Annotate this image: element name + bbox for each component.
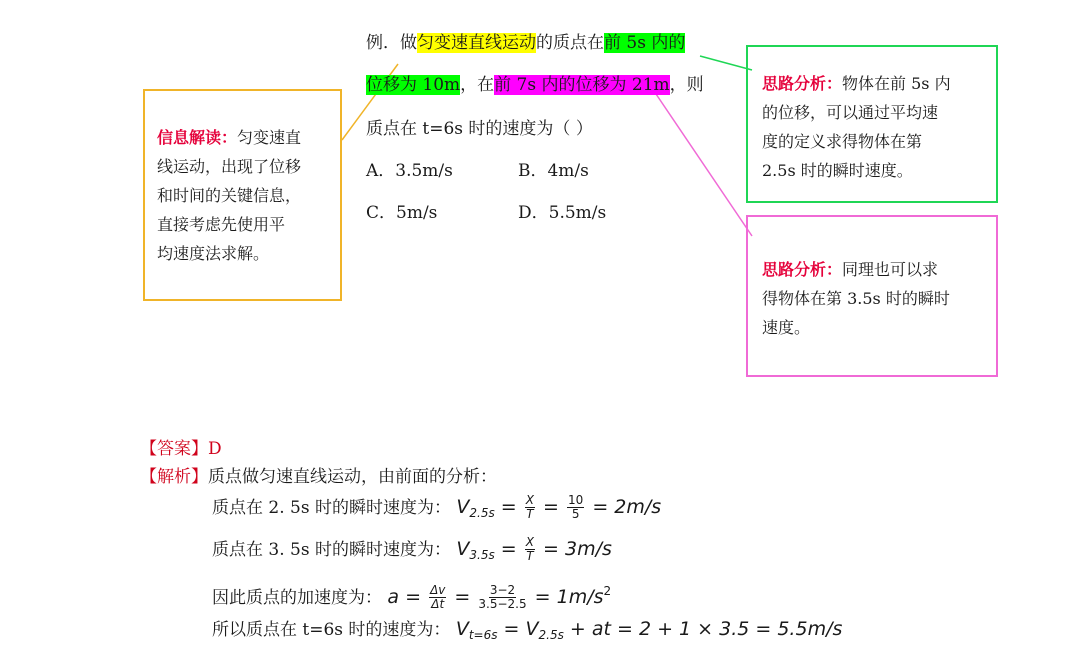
question-text: 的质点在 — [536, 33, 604, 53]
answer-label: 【答案】 — [140, 439, 208, 459]
step3-text: 因此质点的加速度为： — [212, 588, 382, 608]
solution-step-4 — [212, 616, 842, 648]
question-line-3: 质点在 t=6s 时的速度为（ ） — [366, 119, 593, 139]
question-text: ，在 — [460, 75, 495, 95]
step4-text: 所以质点在 t=6s 时的速度为： — [212, 620, 451, 640]
info-box-line-2: 线运动，出现了位移 — [157, 157, 302, 176]
step4-equation: $V_{t=6s} = V_{2.5s}$ + at = 2 + 1 × 3.5 = 5.5m/s — [455, 618, 843, 642]
analysis1-line-4: 2.5s 时的瞬时速度。 — [762, 161, 913, 180]
solution-intro-line — [140, 464, 497, 490]
question-prefix: 例．做 — [366, 33, 417, 53]
highlight-uniform-motion: 匀变速直线运动 — [417, 33, 536, 53]
analysis1-line-3: 度的定义求得物体在第 — [762, 132, 923, 151]
analysis1-title: 思路分析： — [762, 74, 843, 93]
solution-step-2 — [212, 536, 612, 568]
highlight-first-5s: 前 5s 内的 — [604, 33, 686, 53]
analysis1-text: 物体在前 5s 内 — [842, 74, 951, 93]
highlight-first-7s: 前 7s 内的位移为 21m — [494, 75, 670, 95]
step2-text: 质点在 3. 5s 时的瞬时速度为： — [212, 540, 451, 560]
info-box-title: 信息解读： — [157, 128, 238, 147]
solution-intro: 质点做匀速直线运动，由前面的分析： — [208, 467, 497, 487]
analysis2-line-1 — [762, 255, 984, 284]
answer-line — [140, 436, 222, 462]
info-box-line-3: 和时间的关键信息， — [157, 186, 302, 205]
solution-step-3 — [212, 578, 611, 611]
option-d: D．5.5m/s — [518, 203, 607, 223]
option-b: B．4m/s — [518, 161, 589, 181]
solution-step-1 — [212, 494, 661, 526]
question-text: ，则 — [669, 75, 704, 95]
info-box-text: 匀变速直 — [237, 128, 302, 147]
option-a: A．3.5m/s — [366, 161, 453, 181]
analysis-box-2 — [746, 215, 998, 377]
analysis1-connector — [700, 56, 752, 70]
step3-equation: a = $\frac{\Delta v}{\Delta t}$ = $\frac{3-2}{3.5-2.5}$ = $1m/s^2$ — [387, 583, 612, 611]
analysis1-line-2: 的位移，可以通过平均速 — [762, 103, 939, 122]
analysis2-connector — [656, 94, 752, 236]
step1-equation: $V_{2.5s}$ = $\frac{X}{T}$ = $\frac{10}{5}$ = 2m/s — [456, 493, 662, 521]
highlight-displacement-10m: 位移为 10m — [366, 75, 461, 95]
analysis2-line-3: 速度。 — [762, 318, 811, 337]
question-line-1 — [366, 28, 685, 58]
step2-equation: $V_{3.5s}$ = $\frac{X}{T}$ = 3m/s — [456, 535, 612, 563]
info-box-line-4: 直接考虑先使用平 — [157, 215, 286, 234]
step1-text: 质点在 2. 5s 时的瞬时速度为： — [212, 498, 451, 518]
analysis2-line-2: 得物体在第 3.5s 时的瞬时 — [762, 289, 950, 308]
question-line-2 — [366, 70, 704, 100]
info-box-line-5: 均速度法求解。 — [157, 244, 270, 263]
analysis2-text: 同理也可以求 — [842, 260, 939, 279]
option-c: C．5m/s — [366, 203, 438, 223]
analysis1-line-1 — [762, 69, 984, 98]
answer-value: D — [208, 439, 222, 459]
analysis-box-1 — [746, 45, 998, 203]
info-box — [143, 89, 342, 301]
analysis2-title: 思路分析： — [762, 260, 843, 279]
solution-label: 【解析】 — [140, 467, 208, 487]
info-box-line-1 — [157, 123, 328, 152]
